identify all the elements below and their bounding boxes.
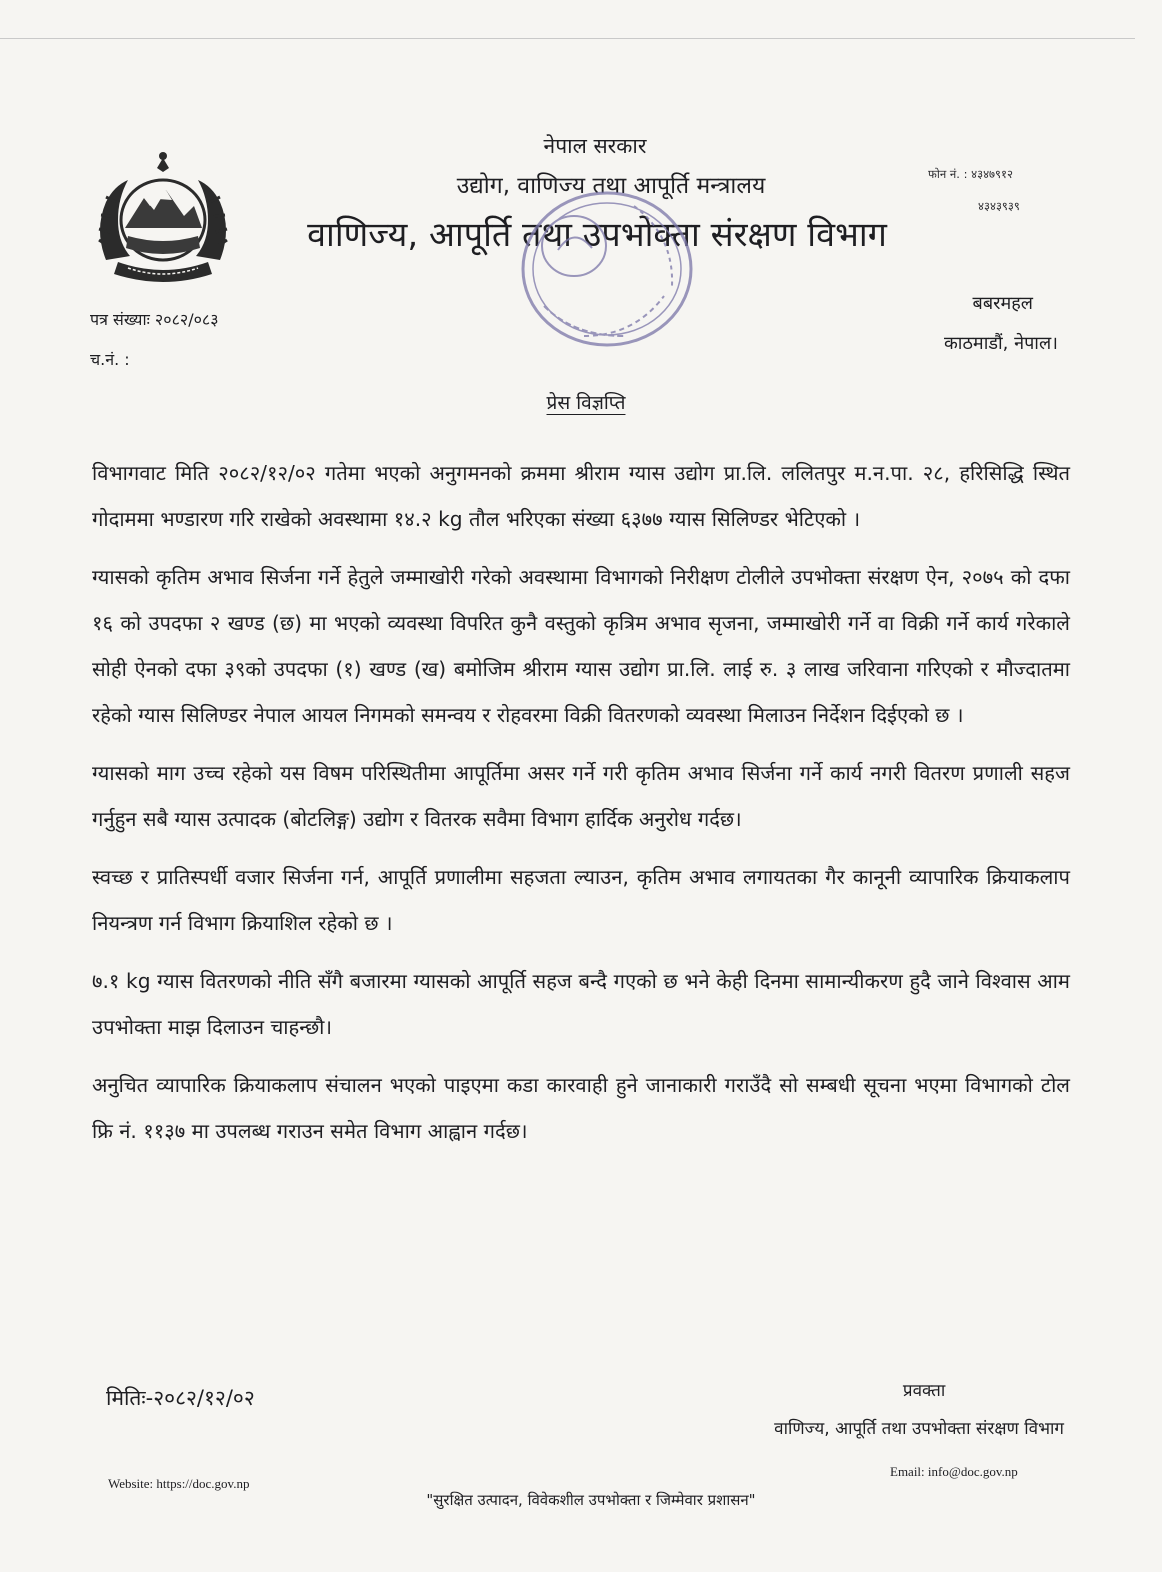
office-address [944, 284, 1058, 364]
department-name: वाणिज्य, आपूर्ति तथा उपभोक्ता संरक्षण विभाग [307, 215, 887, 255]
footer-motto: "सुरक्षित उत्पादन, विवेकशील उपभोक्ता र जिम्मेवार प्रशासन" [426, 1491, 756, 1509]
phone-number-2: ४३४३९३९ [978, 199, 1020, 213]
phone-numbers [928, 158, 1020, 222]
signatory-role: प्रवक्ता [902, 1381, 946, 1401]
phone-number-1: फोन नं. : ४३४७९१२ [928, 167, 1013, 181]
signatory-office: वाणिज्य, आपूर्ति तथा उपभोक्ता संरक्षण विभाग [774, 1419, 1064, 1439]
body-paragraph: स्वच्छ र प्रातिस्पर्धी वजार सिर्जना गर्न, आपूर्ति प्रणालीमा सहजता ल्याउन, कृतिम अभाव लगायतका गैर कानूनी व्यापारिक क्रियाकलाप नियन्त्रण गर्न विभाग क्रियाशिल रहेको छ । [92, 865, 1070, 935]
office-city: काठमाडौं, नेपाल। [943, 333, 1058, 354]
body-paragraph: अनुचित व्यापारिक क्रियाकलाप संचालन भएको पाइएमा कडा कारवाही हुने जानाकारी गराउँदै सो सम्बधी सूचना भएमा विभागको टोल फ्रि नं. ११३७ मा उपलब्ध गराउन समेत विभाग आह्वान गर्दछ। [92, 1073, 1070, 1143]
government-name: नेपाल सरकार [543, 134, 647, 158]
body-paragraph: ग्यासको कृतिम अभाव सिर्जना गर्ने हेतुले जम्माखोरी गरेको अवस्थामा विभागको निरीक्षण टोलीले उपभोक्ता संरक्षण ऐन, २०७५ को दफा १६ को उपदफा २ खण्ड (छ) मा भएको व्यवस्था विपरित कुनै वस्तुको कृत्रिम अभाव सृजना, जम्माखोरी गर्ने वा विक्री गर्ने कार्य गरेकाले सोही ऐनको दफा ३९को उपदफा (१) खण्ड (ख) बमोजिम श्रीराम ग्यास उद्योग प्रा.लि. लाई रु. ३ लाख जरिवाना गरिएको र मौज्दातमा रहेको ग्यास सिलिण्डर नेपाल आयल निगमको समन्वय र रोहवरमा विक्री वितरणको व्यवस्था मिलाउन निर्देशन दिईएको छ । [92, 565, 1070, 727]
office-stamp-icon [514, 186, 700, 352]
body-paragraph: विभागवाट मिति २०८२/१२/०२ गतेमा भएको अनुगमनको क्रममा श्रीराम ग्यास उद्योग प्रा.लि. ललितपुर म.न.पा. २८, हरिसिद्धि स्थित गोदाममा भण्डारण गरि राखेको अवस्थामा १४.२ kg तौल भरिएका संख्या ६३७७ ग्यास सिलिण्डर भेटिएको । [92, 461, 1070, 531]
document-title [0, 389, 1162, 415]
body-paragraph: ग्यासको माग उच्च रहेको यस विषम परिस्थितीमा आपूर्तिमा असर गर्ने गरी कृतिम अभाव सिर्जना गर्ने कार्य नगरी वितरण प्रणाली सहज गर्नुहुन सबै ग्यास उत्पादक (बोटलिङ्ग) उद्योग र वितरक सवैमा विभाग हार्दिक अनुरोध गर्दछ। [92, 761, 1070, 831]
press-release-title: प्रेस विज्ञप्ति [546, 392, 626, 414]
email-link[interactable]: Email: info@doc.gov.np [890, 1464, 1018, 1479]
body-paragraph: ७.१ kg ग्यास वितरणको नीति सँगै बजारमा ग्यासको आपूर्ति सहज बन्दै गएको छ भने केही दिनमा सामान्यीकरण हुदै जाने विश्वास आम उपभोक्ता माझ दिलाउन चाहन्छौ। [92, 969, 1070, 1039]
dispatch-number: च.नं. : [90, 350, 130, 369]
top-border-line [0, 38, 1135, 39]
website-link[interactable]: Website: https://doc.gov.np [108, 1476, 250, 1491]
letter-number: पत्र संख्याः २०८२/०८३ [90, 310, 219, 329]
signature-block [774, 1372, 1064, 1448]
office-area: बबरमहल [972, 293, 1033, 314]
press-release-body [92, 450, 1070, 1166]
issue-date: मितिः-२०८२/१२/०२ [106, 1386, 255, 1410]
ministry-name: उद्योग, वाणिज्य तथा आपूर्ति मन्त्रालय [456, 173, 766, 199]
reference-block [90, 300, 219, 380]
